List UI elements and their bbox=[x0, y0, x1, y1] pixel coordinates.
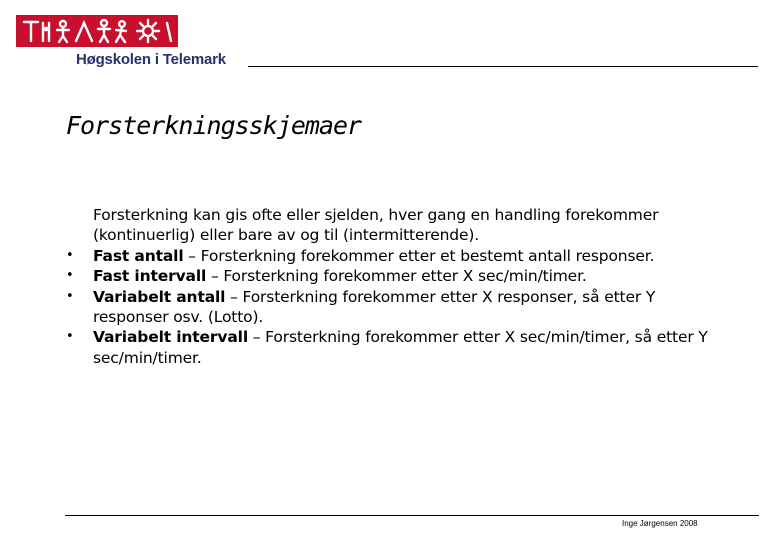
header-divider bbox=[248, 66, 758, 67]
list-item bbox=[66, 266, 733, 286]
slide-title: Forsterkningsskjemaer bbox=[66, 111, 362, 140]
list-item bbox=[66, 246, 733, 266]
list-item-term: Variabelt antall bbox=[93, 287, 226, 306]
bullet-icon: • bbox=[66, 288, 74, 304]
bullet-icon: • bbox=[66, 268, 74, 284]
list-item bbox=[66, 287, 733, 328]
bullet-icon: • bbox=[66, 247, 74, 263]
organization-name: Høgskolen i Telemark bbox=[76, 51, 226, 68]
list-item-term: Fast intervall bbox=[93, 267, 207, 286]
list-item-term: Variabelt intervall bbox=[93, 328, 249, 347]
footer-divider bbox=[65, 515, 759, 516]
list-item-term: Fast antall bbox=[93, 246, 184, 265]
bullet-icon: • bbox=[66, 329, 74, 345]
rock-carving-figures-logo-icon bbox=[16, 15, 178, 47]
footer-author: Inge Jørgensen 2008 bbox=[622, 519, 698, 528]
list-item-text: – Forsterkning forekommer etter X sec/min/timer, så etter Y sec/min/timer. bbox=[93, 328, 708, 367]
list-item-text: – Forsterkning forekommer etter X responser, så etter Y responser osv. (Lotto). bbox=[93, 287, 656, 327]
list-item-text: – Forsterkning forekommer etter X sec/min/timer. bbox=[206, 267, 587, 286]
list-item-text: – Forsterkning forekommer etter et bestemt antall responser. bbox=[183, 246, 655, 265]
slide-body bbox=[66, 205, 733, 368]
intro-paragraph: Forsterkning kan gis ofte eller sjelden, hver gang en handling forekommer (kontinuerlig) eller bare av og til (intermitterende). bbox=[93, 206, 659, 245]
list-item bbox=[66, 327, 733, 368]
logo bbox=[16, 15, 178, 47]
